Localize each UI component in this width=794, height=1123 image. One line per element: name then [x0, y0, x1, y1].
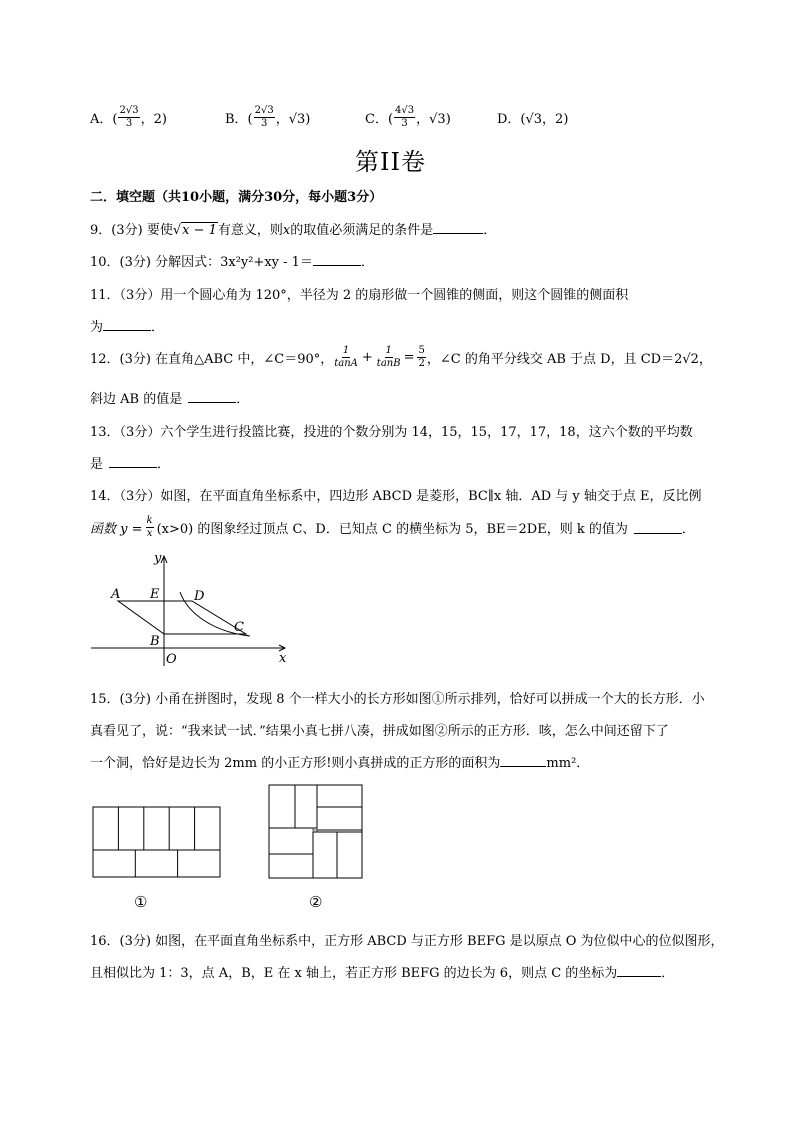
label-b: B — [150, 634, 160, 649]
figure-15-2-square — [268, 784, 364, 880]
page-title: 第II卷 — [355, 148, 426, 176]
center-hole — [313, 828, 317, 832]
question-16-cont: 且相似比为 1：3，点 A，B，E 在 x 轴上，若正方形 BEFG 的边长为 6，则点 C 的坐标为 ． — [90, 966, 675, 981]
option-a-fraction: $\frac{2√3}{3}$ — [119, 104, 139, 129]
answer-blank[interactable] — [313, 253, 361, 266]
label-c: C — [234, 620, 244, 635]
option-a: A．( $\frac{2√3}{3}$ ，2) — [90, 104, 167, 129]
label-d: D — [194, 589, 205, 604]
rhombus-abcd — [118, 601, 246, 634]
question-15: 15．(3分) 小甬在拼图时，发现 8 个一样大小的长方形如图①所示排列，恰好可以拼成一个大的长方形．小 — [90, 692, 705, 707]
label-o: O — [166, 652, 177, 667]
answer-blank[interactable] — [103, 318, 151, 331]
option-b-fraction: $\frac{2√3}{3}$ — [254, 104, 274, 129]
question-15-line3: 一个洞，恰好是边长为 2mm 的小正方形!则小真拼成的正方形的面积为 mm²． — [90, 756, 590, 771]
question-12: 12．(3分) 在直角△ABC 中，∠C＝90°， $\frac{1}{\tan A}$ + $\frac{1}{\tan B}$ = $\frac{5}{2}$ ，∠C 的角平分线交 AB 于点 D，且 CD＝2√2， — [90, 344, 712, 369]
label-a: A — [111, 587, 121, 602]
question-11-cont: 为 ． — [90, 320, 165, 335]
question-14: 14．（3分）如图，在平面直角坐标系中，四边形 ABCD 是菱形，BC∥x 轴．AD 与 y 轴交于点 E，反比例 — [90, 489, 702, 504]
answer-blank[interactable] — [617, 964, 661, 977]
option-d: D．(√3，2) — [497, 111, 569, 127]
question-12-cont: 斜边 AB 的值是 ． — [90, 392, 250, 407]
option-c: C．( $\frac{4√3}{3}$ ，√3) — [365, 104, 451, 129]
question-11: 11．（3分）用一个圆心角为 120°，半径为 2 的扇形做一个圆锥的侧面，则这个圆锥的侧面积 — [90, 288, 629, 303]
figure-14-coordinate-diagram — [88, 548, 298, 670]
answer-blank[interactable] — [188, 390, 236, 403]
figure-15-2-label: ② — [309, 893, 323, 911]
answer-blank[interactable] — [634, 521, 682, 534]
figure-15-1-label: ① — [134, 893, 148, 911]
question-15-line2: 真看见了，说：“我来试一试．”结果小真七拼八凑，拼成如图②所示的正方形．咳，怎么中间还留下了 — [90, 724, 669, 739]
label-y: y — [154, 551, 162, 566]
question-13-cont: 是 ． — [90, 457, 171, 472]
label-x: x — [279, 651, 287, 666]
option-c-fraction: $\frac{4√3}{3}$ — [395, 104, 415, 129]
figure-15-1-rectangles — [92, 806, 222, 878]
question-14-cont: 函数 y = $\frac{k}{x}$ (x>0) 的图象经过顶点 C、D．已知点 C 的横坐标为 5，BE＝2DE，则 k 的值为 ． — [90, 514, 695, 539]
answer-blank[interactable] — [500, 754, 546, 767]
option-b: B．( $\frac{2√3}{3}$ ，√3) — [225, 104, 311, 129]
question-16: 16．(3分) 如图，在平面直角坐标系中，正方形 ABCD 与正方形 BEFG 是以原点 O 为位似中心的位似图形， — [90, 934, 724, 949]
question-13: 13．（3分）六个学生进行投篮比赛，投进的个数分别为 14，15，15，17，17，18，这六个数的平均数 — [90, 425, 693, 440]
question-10: 10．(3分) 分解因式：3x²y²+xy - 1＝ ． — [90, 255, 374, 270]
answer-blank[interactable] — [433, 221, 483, 234]
label-e: E — [150, 587, 160, 602]
section-heading: 二．填空题（共10小题，满分30分，每小题3分） — [90, 190, 383, 205]
answer-blank[interactable] — [109, 455, 157, 468]
question-9: 9．(3分) 要使√ x − 1 有意义，则x的取值必须满足的条件是 ． — [90, 223, 497, 238]
